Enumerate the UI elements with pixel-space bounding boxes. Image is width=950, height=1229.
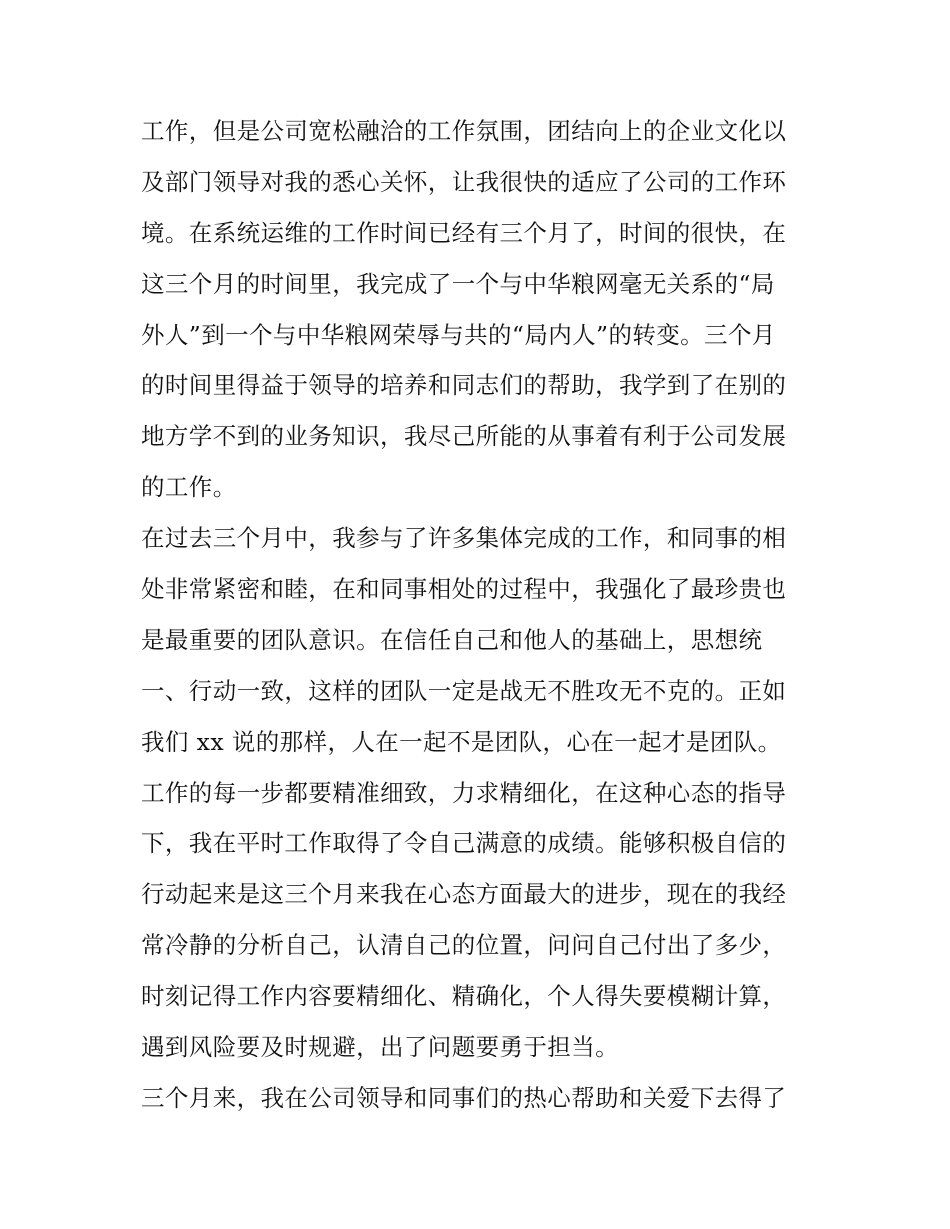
text-line: 工作的每一步都要精准细致，力求精细化，在这种心态的指导 bbox=[141, 778, 787, 807]
text-line: 处非常紧密和睦，在和同事相处的过程中，我强化了最珍贵也 bbox=[141, 575, 787, 604]
text-line: 及部门领导对我的悉心关怀，让我很快的适应了公司的工作环 bbox=[141, 167, 787, 196]
text-line: 遇到风险要及时规避，出了问题要勇于担当。 bbox=[141, 1033, 619, 1062]
text-line: 我们 xx 说的那样，人在一起不是团队，心在一起才是团队。 bbox=[141, 727, 782, 756]
text-line: 是最重要的团队意识。在信任自己和他人的基础上，思想统 bbox=[141, 625, 763, 654]
text-line: 行动起来是这三个月来我在心态方面最大的进步，现在的我经 bbox=[141, 880, 787, 909]
text-line: 境。在系统运维的工作时间已经有三个月了，时间的很快，在 bbox=[141, 218, 787, 247]
text-line: 工作，但是公司宽松融洽的工作氛围，团结向上的企业文化以 bbox=[141, 117, 787, 145]
text-line: 时刻记得工作内容要精细化、精确化，个人得失要模糊计算， bbox=[141, 982, 787, 1011]
text-line: 三个月来，我在公司领导和同事们的热心帮助和关爱下去得了 bbox=[141, 1083, 787, 1112]
text-line: 的时间里得益于领导的培养和同志们的帮助，我学到了在别的 bbox=[141, 371, 787, 400]
text-line: 这三个月的时间里，我完成了一个与中华粮网毫无关系的“局 bbox=[141, 269, 775, 298]
text-line: 在过去三个月中，我参与了许多集体完成的工作，和同事的相 bbox=[141, 524, 787, 553]
body-text bbox=[141, 106, 821, 1124]
text-line: 一、行动一致，这样的团队一定是战无不胜攻无不克的。正如 bbox=[141, 676, 787, 705]
text-line: 下，我在平时工作取得了令自己满意的成绩。能够积极自信的 bbox=[141, 829, 787, 858]
text-line: 常冷静的分析自己，认清自己的位置，问问自己付出了多少， bbox=[141, 931, 787, 960]
text-line: 地方学不到的业务知识，我尽己所能的从事着有利于公司发展 bbox=[141, 422, 787, 451]
text-line: 的工作。 bbox=[141, 473, 237, 502]
text-line: 外人”到一个与中华粮网荣辱与共的“局内人”的转变。三个月 bbox=[141, 320, 776, 349]
